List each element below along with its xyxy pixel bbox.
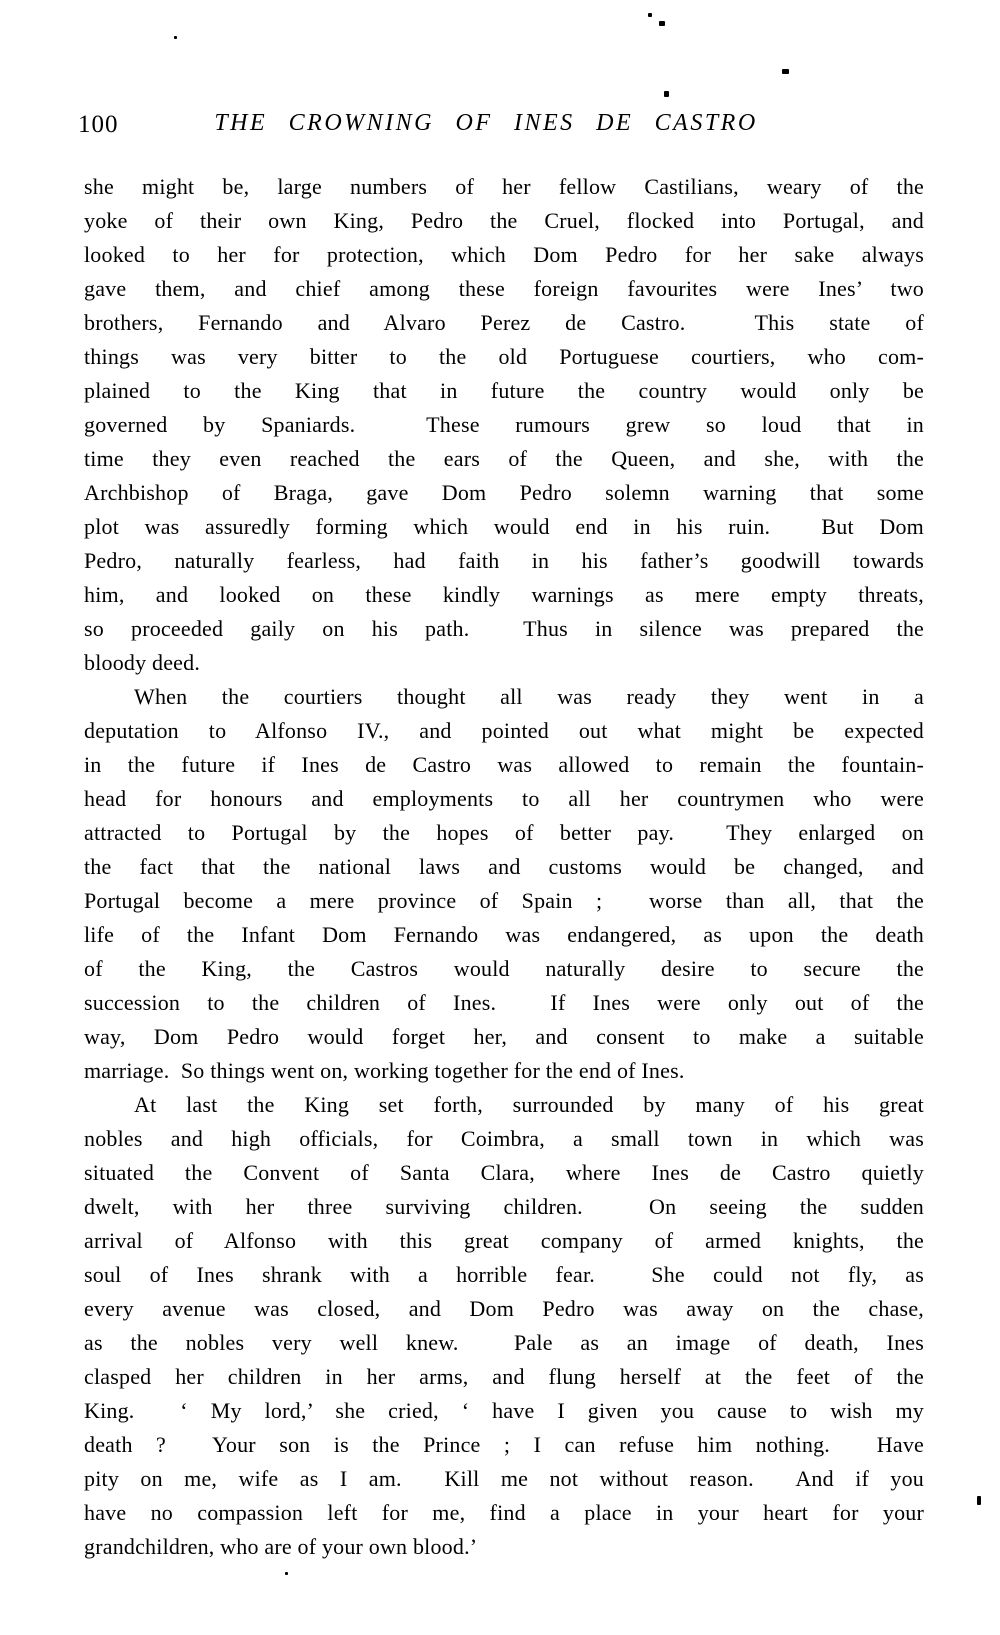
text-line: nobles and high officials, for Coimbra, a small town in which was — [84, 1126, 924, 1151]
text-line: Pedro, naturally fearless, had faith in his father’s goodwill towards — [84, 548, 924, 573]
text-line: dwelt, with her three surviving children. On seeing the sudden — [84, 1194, 924, 1219]
text-line: situated the Convent of Santa Clara, where Ines de Castro quietly — [84, 1160, 924, 1185]
text-line: things was very bitter to the old Portuguese courtiers, who com- — [84, 344, 924, 369]
text-line: plained to the King that in future the country would only be — [84, 378, 924, 403]
text-line: way, Dom Pedro would forget her, and consent to make a suitable — [84, 1024, 924, 1049]
text-line: him, and looked on these kindly warnings as mere empty threats, — [84, 582, 924, 607]
text-line: in the future if Ines de Castro was allowed to remain the fountain- — [84, 752, 924, 777]
text-line: governed by Spaniards. These rumours grew so loud that in — [84, 412, 924, 437]
text-line: death ? Your son is the Prince ; I can refuse him nothing. Have — [84, 1432, 924, 1457]
text-line: yoke of their own King, Pedro the Cruel, flocked into Portugal, and — [84, 208, 924, 233]
text-line: clasped her children in her arms, and flung herself at the feet of the — [84, 1364, 924, 1389]
scan-speck — [285, 1572, 288, 1575]
text-line: as the nobles very well knew. Pale as an image of death, Ines — [84, 1330, 924, 1355]
scan-speck — [174, 36, 177, 39]
text-line: pity on me, wife as I am. Kill me not without reason. And if you — [84, 1466, 924, 1491]
text-line: deputation to Alfonso IV., and pointed out what might be expected — [84, 718, 924, 743]
text-line: marriage. So things went on, working together for the end of Ines. — [84, 1058, 685, 1083]
text-line: looked to her for protection, which Dom Pedro for her sake always — [84, 242, 924, 267]
text-line: At last the King set forth, surrounded by many of his great — [134, 1092, 924, 1117]
page-body — [84, 170, 924, 1564]
text-line: the fact that the national laws and customs would be changed, and — [84, 854, 924, 879]
text-line: Portugal become a mere province of Spain ; worse than all, that the — [84, 888, 924, 913]
scan-speck — [782, 69, 789, 74]
text-line: life of the Infant Dom Fernando was endangered, as upon the death — [84, 922, 924, 947]
paragraph — [84, 1088, 924, 1564]
text-line: brothers, Fernando and Alvaro Perez de Castro. This state of — [84, 310, 924, 335]
text-line: of the King, the Castros would naturally desire to secure the — [84, 956, 924, 981]
text-line: arrival of Alfonso with this great company of armed knights, the — [84, 1228, 924, 1253]
page-header — [78, 110, 924, 144]
paragraph — [84, 680, 924, 1088]
paragraph — [84, 170, 924, 680]
text-line: When the courtiers thought all was ready they went in a — [134, 684, 924, 709]
text-line: King. ‘ My lord,’ she cried, ‘ have I given you cause to wish my — [84, 1398, 924, 1423]
text-line: plot was assuredly forming which would end in his ruin. But Dom — [84, 514, 924, 539]
text-line: soul of Ines shrank with a horrible fear. She could not fly, as — [84, 1262, 924, 1287]
text-line: succession to the children of Ines. If Ines were only out of the — [84, 990, 924, 1015]
text-line: every avenue was closed, and Dom Pedro was away on the chase, — [84, 1296, 924, 1321]
scan-speck — [659, 21, 665, 26]
text-line: she might be, large numbers of her fellow Castilians, weary of the — [84, 174, 924, 199]
scan-speck — [664, 91, 669, 97]
text-line: gave them, and chief among these foreign favourites were Ines’ two — [84, 276, 924, 301]
text-line: head for honours and employments to all her countrymen who were — [84, 786, 924, 811]
text-line: Archbishop of Braga, gave Dom Pedro solemn warning that some — [84, 480, 924, 505]
text-line: attracted to Portugal by the hopes of better pay. They enlarged on — [84, 820, 924, 845]
running-title: THE CROWNING OF INES DE CASTRO — [214, 110, 758, 136]
scan-speck — [648, 13, 652, 17]
scan-speck — [977, 1496, 981, 1505]
text-line: so proceeded gaily on his path. Thus in silence was prepared the — [84, 616, 924, 641]
page-number: 100 — [78, 111, 119, 138]
text-line: have no compassion left for me, find a place in your heart for your — [84, 1500, 924, 1525]
text-line: bloody deed. — [84, 650, 201, 675]
text-line: grandchildren, who are of your own blood.’ — [84, 1534, 478, 1559]
text-line: time they even reached the ears of the Queen, and she, with the — [84, 446, 924, 471]
